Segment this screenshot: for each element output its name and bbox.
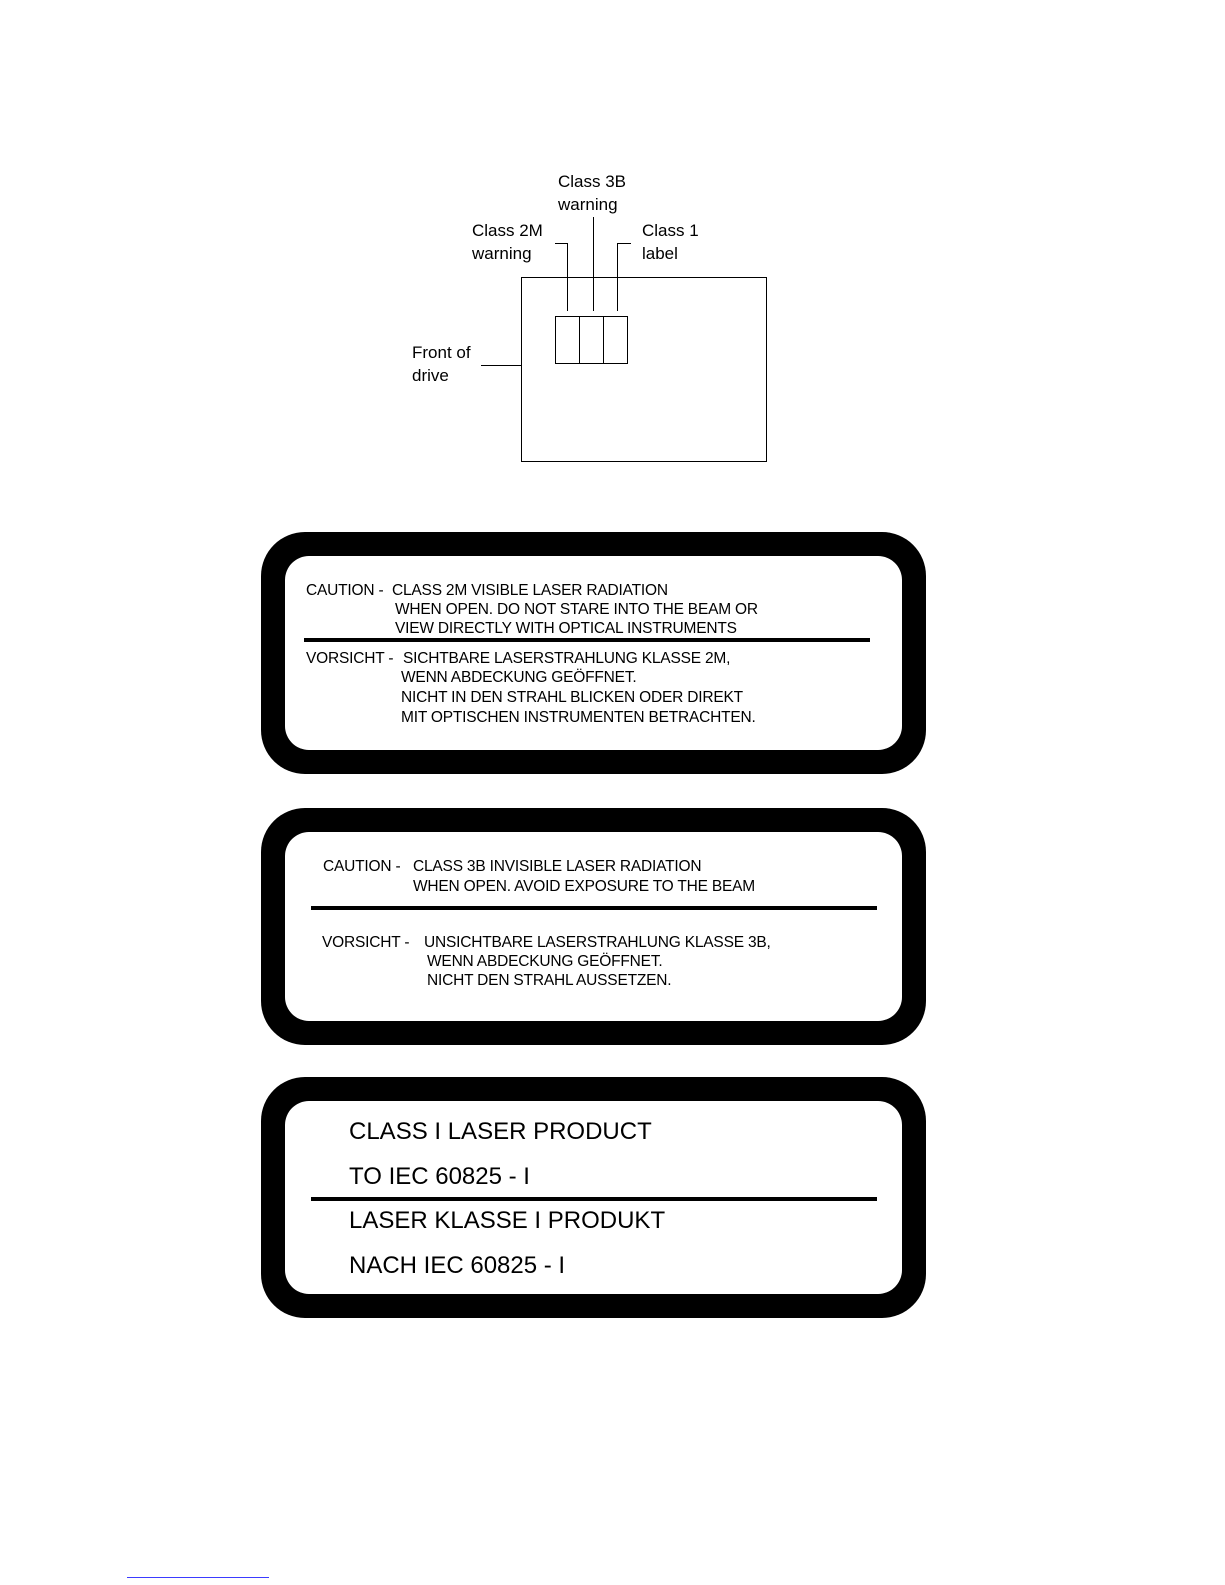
class-2m-slot — [555, 316, 580, 364]
leader-2m-vertical — [567, 243, 568, 311]
class-1-laser-label — [261, 1077, 926, 1318]
class-1-slot — [603, 316, 628, 364]
class-1-label-face — [285, 1101, 902, 1294]
language-divider — [304, 638, 870, 642]
vorsicht-line: WENN ABDECKUNG GEÖFFNET. — [427, 953, 663, 970]
class-2m-warning-callout: Class 2M warning — [472, 221, 543, 263]
vorsicht-prefix: VORSICHT - — [306, 650, 394, 667]
caution-line: WHEN OPEN. DO NOT STARE INTO THE BEAM OR — [395, 601, 758, 618]
klasse-1-produkt-line: LASER KLASSE I PRODUKT — [349, 1207, 666, 1234]
language-divider — [311, 1197, 877, 1201]
vorsicht-prefix: VORSICHT - — [322, 934, 410, 951]
class-3b-warning-callout: Class 3B warning — [558, 172, 627, 214]
vorsicht-line: SICHTBARE LASERSTRAHLUNG KLASSE 2M, — [403, 650, 731, 667]
class-1-product-line: CLASS I LASER PRODUCT — [349, 1118, 652, 1145]
footer-rule — [127, 1577, 269, 1578]
caution-prefix: CAUTION - — [323, 858, 401, 875]
vorsicht-line: WENN ABDECKUNG GEÖFFNET. — [401, 669, 637, 686]
class-2m-warning-label — [261, 532, 926, 774]
class-3b-slot — [579, 316, 604, 364]
vorsicht-line: MIT OPTISCHEN INSTRUMENTEN BETRACHTEN. — [401, 709, 756, 726]
leader-1-vertical — [617, 243, 618, 311]
vorsicht-line: UNSICHTBARE LASERSTRAHLUNG KLASSE 3B, — [424, 934, 771, 951]
vorsicht-line: NICHT IN DEN STRAHL BLICKEN ODER DIREKT — [401, 689, 743, 706]
class-1-label-callout: Class 1 label — [642, 221, 699, 263]
class-3b-label-face — [285, 832, 902, 1021]
class-2m-label-face — [285, 556, 902, 750]
language-divider — [311, 906, 877, 910]
drive-outline — [521, 277, 767, 462]
leader-3b-vertical — [593, 217, 594, 311]
iec-standard-line: TO IEC 60825 - I — [349, 1163, 530, 1190]
caution-line: CLASS 3B INVISIBLE LASER RADIATION — [413, 858, 702, 875]
caution-line: VIEW DIRECTLY WITH OPTICAL INSTRUMENTS — [395, 620, 737, 637]
nach-iec-line: NACH IEC 60825 - I — [349, 1252, 566, 1279]
vorsicht-line: NICHT DEN STRAHL AUSSETZEN. — [427, 972, 672, 989]
class-3b-warning-label — [261, 808, 926, 1045]
caution-prefix: CAUTION - — [306, 582, 384, 599]
caution-line: WHEN OPEN. AVOID EXPOSURE TO THE BEAM — [413, 878, 756, 895]
leader-front-horizontal — [481, 365, 521, 366]
front-of-drive-callout: Front of drive — [412, 343, 471, 385]
leader-1-horizontal — [617, 243, 631, 244]
caution-line: CLASS 2M VISIBLE LASER RADIATION — [392, 582, 668, 599]
